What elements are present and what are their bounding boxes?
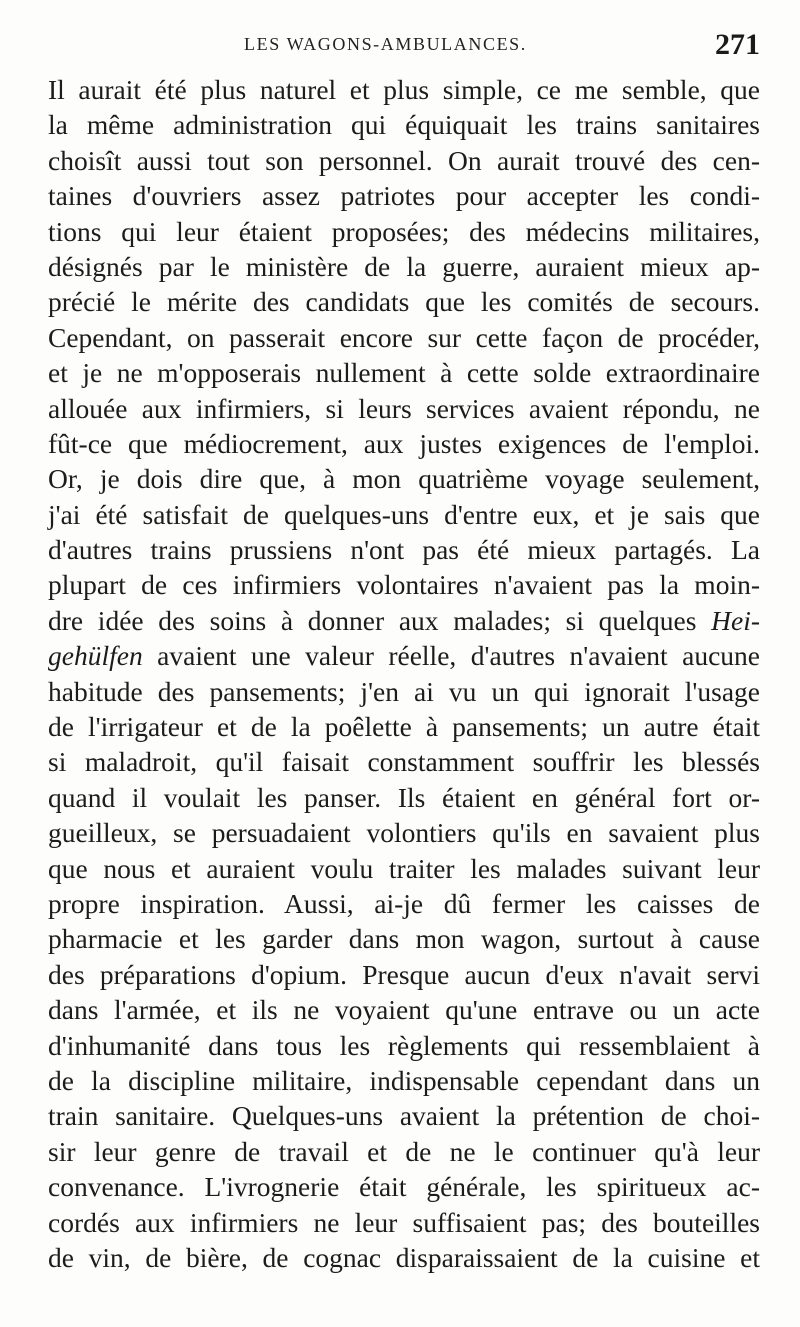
text-line: dans l'armée, et ils ne voyaient qu'une entrave ou un acte — [48, 994, 760, 1026]
text-segment: avaient une valeur réelle, d'autres n'avaient aucune — [142, 640, 760, 672]
text-line: d'autres trains prussiens n'ont pas été mieux partagés. La — [48, 534, 760, 566]
text-line: Or, je dois dire que, à mon quatrième voyage seulement, — [48, 463, 760, 495]
text-line: la même administration qui équiquait les trains sanitaires — [48, 109, 760, 141]
text-line: convenance. L'ivrognerie était générale, les spiritueux ac- — [48, 1171, 760, 1203]
running-head — [48, 30, 760, 66]
text-line: de vin, de bière, de cognac disparaissaient de la cuisine et — [48, 1241, 760, 1273]
text-line: choisît aussi tout son personnel. On aurait trouvé des cen- — [48, 144, 760, 176]
text-line: désignés par le ministère de la guerre, auraient mieux ap- — [48, 250, 760, 282]
text-line: de la discipline militaire, indispensable cependant dans un — [48, 1064, 760, 1096]
text-line: tions qui leur étaient proposées; des médecins militaires, — [48, 215, 760, 247]
text-line: et je ne m'opposerais nullement à cette solde extraordinaire — [48, 357, 760, 389]
text-line: de l'irrigateur et de la poêlette à pansements; un autre était — [48, 711, 760, 743]
text-line: propre inspiration. Aussi, ai-je dû fermer les caisses de — [48, 887, 760, 919]
text-line: habitude des pansements; j'en ai vu un qui ignorait l'usage — [48, 675, 760, 707]
text-line: si maladroit, qu'il faisait constamment souffrir les blessés — [48, 746, 760, 778]
text-line-with-italic — [48, 603, 760, 638]
body-text — [48, 72, 760, 1275]
text-line: j'ai été satisfait de quelques-uns d'entre eux, et je sais que — [48, 498, 760, 530]
text-line: d'inhumanité dans tous les règlements qui ressemblaient à — [48, 1029, 760, 1061]
text-line: que nous et auraient voulu traiter les malades suivant leur — [48, 852, 760, 884]
text-line: gueilleux, se persuadaient volontiers qu'ils en savaient plus — [48, 817, 760, 849]
page-number: 271 — [715, 28, 760, 61]
text-line: pharmacie et les garder dans mon wagon, surtout à cause — [48, 923, 760, 955]
text-line: train sanitaire. Quelques-uns avaient la prétention de choi- — [48, 1100, 760, 1132]
text-line: sir leur genre de travail et de ne le continuer qu'à leur — [48, 1135, 760, 1167]
text-line: plupart de ces infirmiers volontaires n'avaient pas la moin- — [48, 569, 760, 601]
text-line-with-italic — [48, 638, 760, 673]
italic-word: gehülfen — [48, 640, 143, 672]
text-line: fût-ce que médiocrement, aux justes exigences de l'emploi. — [48, 427, 760, 459]
text-line: Il aurait été plus naturel et plus simple, ce me semble, que — [48, 74, 760, 105]
italic-word: Hei- — [711, 604, 761, 636]
text-line: Cependant, on passerait encore sur cette façon de procéder, — [48, 321, 760, 353]
text-segment: dre idée des soins à donner aux malades; si quelques — [48, 604, 697, 636]
running-title: LES WAGONS-AMBULANCES. — [244, 34, 527, 54]
text-line: quand il voulait les panser. Ils étaient en général fort or- — [48, 781, 760, 813]
text-line: des préparations d'opium. Presque aucun d'eux n'avait servi — [48, 958, 760, 990]
text-line: allouée aux infirmiers, si leurs services avaient répondu, ne — [48, 392, 760, 424]
text-line: taines d'ouvriers assez patriotes pour accepter les condi- — [48, 180, 760, 212]
text-line: précié le mérite des candidats que les comités de secours. — [48, 286, 760, 318]
text-line: cordés aux infirmiers ne leur suffisaient pas; des bouteilles — [48, 1206, 760, 1238]
